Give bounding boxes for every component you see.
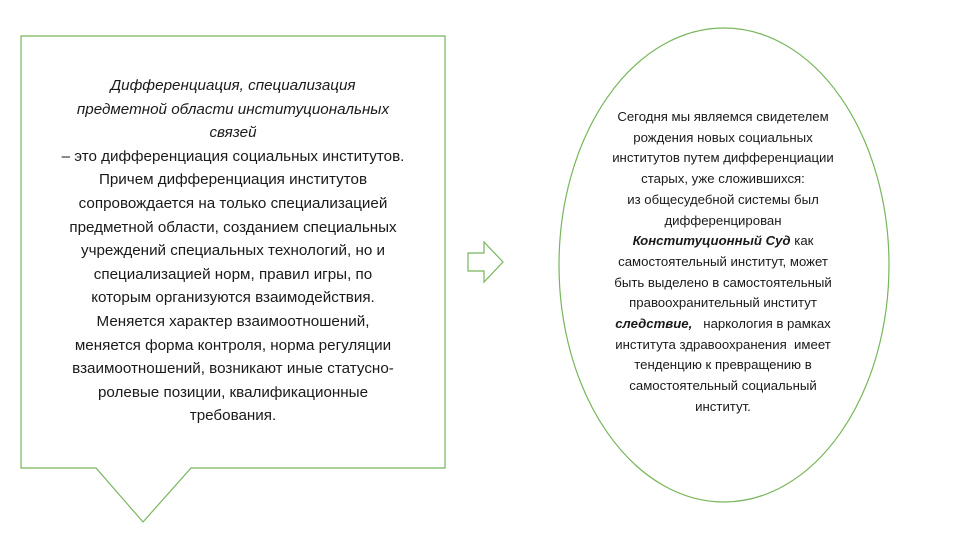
body-line: – это дифференциация социальных институтов. — [61, 147, 405, 165]
ellipse-line: институтов путем дифференциации — [612, 150, 834, 166]
ellipse-line: правоохранительный институт — [629, 295, 817, 311]
body-line: специализацией норм, правил игры, по — [93, 265, 373, 283]
ellipse-line: из общесудебной системы был — [627, 191, 819, 207]
ellipse-line: самостоятельный социальный — [629, 378, 817, 394]
investigation-emphasis: следствие, — [615, 316, 693, 332]
constitutional-court-emphasis: Конституционный Суд — [632, 233, 791, 249]
callout-heading — [28, 74, 438, 145]
ellipse-line: дифференцирован — [664, 212, 782, 228]
heading-line: связей — [209, 124, 257, 142]
ellipse-line: быть выделено в самостоятельный — [614, 274, 832, 290]
ellipse-line: института здравоохранения имеет — [615, 336, 831, 352]
ellipse-line: Сегодня мы являемся свидетелем — [617, 109, 829, 124]
ellipse-line: тенденцию к превращению в — [634, 357, 812, 373]
body-line: ролевые позиции, квалификационные — [97, 383, 369, 401]
heading-line: предметной области институциональных — [76, 100, 390, 118]
right-arrow-icon — [468, 242, 503, 282]
heading-line: Дифференциация, специализация — [110, 77, 356, 94]
body-line: меняется форма контроля, норма регуляции — [74, 336, 392, 354]
emphasis-2-tail: наркология в рамках — [692, 316, 831, 332]
body-line: взаимоотношений, возникают иные статусно- — [72, 360, 394, 378]
body-line: учреждений специальных технологий, но и — [80, 242, 385, 260]
body-line: предметной области, созданием специальных — [69, 218, 397, 236]
ellipse-text — [582, 107, 864, 418]
body-line: требования. — [189, 407, 277, 425]
ellipse-line: старых, уже сложившихся: — [641, 171, 805, 187]
emphasis-1-tail: как — [790, 233, 814, 249]
callout-text — [28, 74, 438, 428]
ellipse-line: рождения новых социальных — [633, 129, 813, 145]
body-line: которым организуются взаимодействия. — [91, 289, 375, 307]
body-line: Причем дифференциация институтов — [98, 171, 368, 189]
body-line: сопровождается на только специализацией — [78, 194, 388, 212]
ellipse-line: самостоятельный институт, может — [618, 253, 828, 269]
ellipse-line-emphasis-2 — [582, 314, 864, 335]
body-line: Меняется характер взаимоотношений, — [96, 312, 370, 330]
ellipse-line-emphasis-1 — [582, 231, 864, 252]
ellipse-line: институт. — [695, 398, 751, 414]
callout-body — [28, 145, 438, 428]
